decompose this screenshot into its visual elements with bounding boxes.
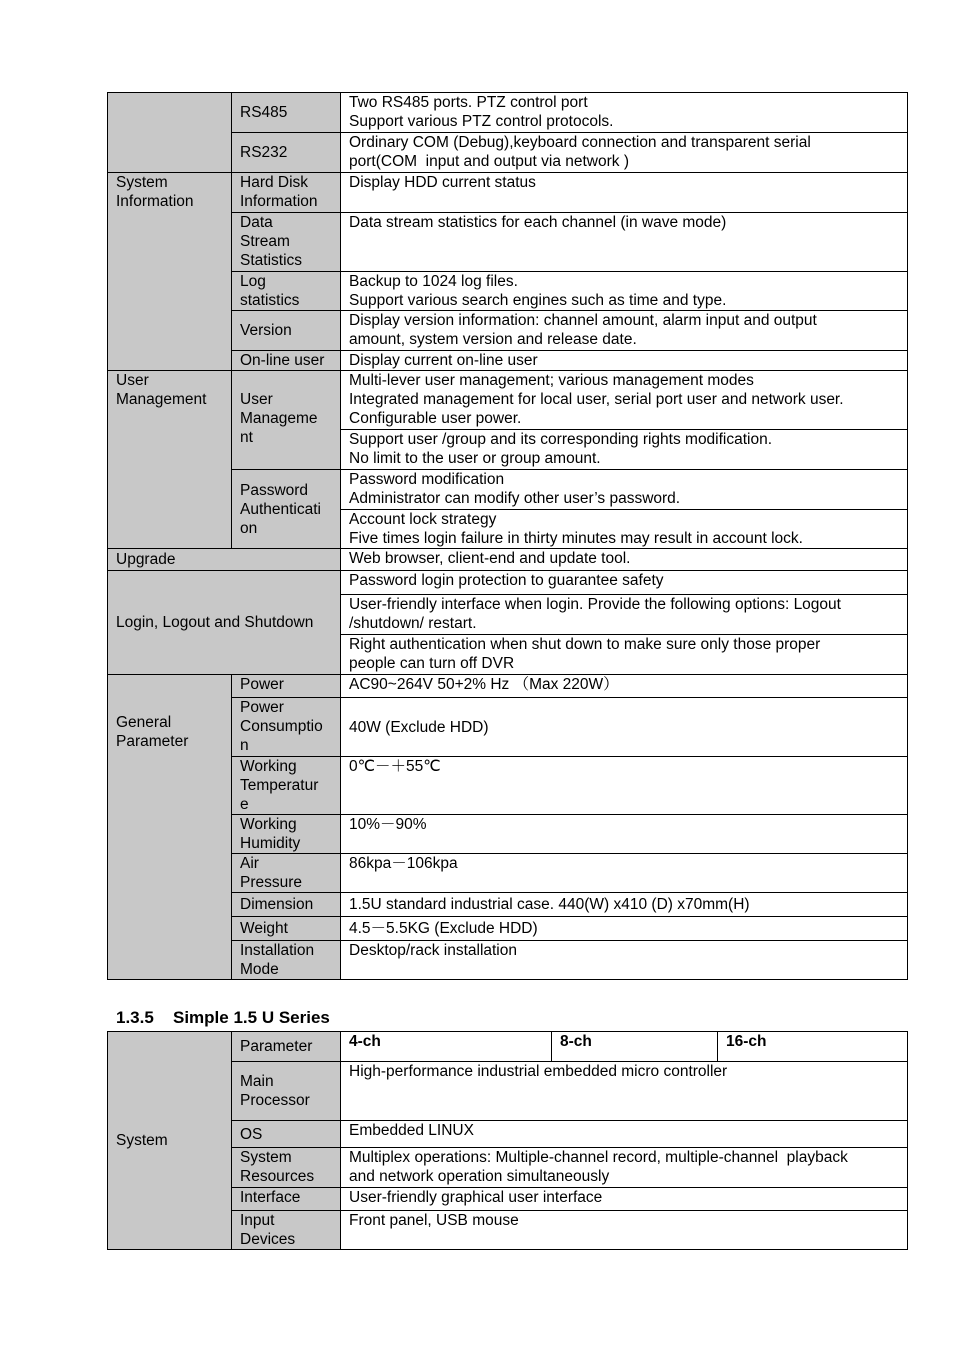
row-desc-system-resources: Multiplex operations: Multiple-channel record, multiple-channel playback and network operation simultaneously [341, 1148, 908, 1188]
row-desc-working-temperature: 0℃－＋55℃ [341, 757, 908, 815]
row-desc-password-2: Account lock strategy Five times login failure in thirty minutes may result in account lock. [341, 510, 908, 549]
row-desc-weight: 4.5－5.5KG (Exclude HDD) [341, 917, 908, 941]
row-label-main-processor: Main Processor [232, 1062, 341, 1121]
row-desc-password-1: Password modification Administrator can modify other user’s password. [341, 470, 908, 510]
row-desc-user-management-1: Multi-lever user management; various management modes Integrated management for local user, serial port user and network user. Configurable user power. [341, 371, 908, 430]
row-label-data-stream: Data Stream Statistics [232, 213, 341, 272]
row-label-power-consumption: Power Consumptio n [232, 698, 341, 757]
category-login-logout-shutdown: Login, Logout and Shutdown [108, 571, 341, 675]
row-label-system-resources: System Resources [232, 1148, 341, 1188]
row-desc-data-stream: Data stream statistics for each channel (in wave mode) [341, 213, 908, 272]
row-desc-version: Display version information: channel amount, alarm input and output amount, system version and release date. [341, 311, 908, 351]
column-header-16ch: 16-ch [718, 1032, 908, 1062]
row-label-version: Version [232, 311, 341, 351]
row-label-installation-mode: Installation Mode [232, 941, 341, 980]
row-desc-login-2: User-friendly interface when login. Provide the following options: Logout /shutdown/ restart. [341, 595, 908, 635]
row-desc-os: Embedded LINUX [341, 1121, 908, 1148]
row-label-input-devices: Input Devices [232, 1211, 341, 1250]
row-label-working-temperature: Working Temperatur e [232, 757, 341, 815]
spec-table [107, 92, 908, 980]
row-desc-upgrade: Web browser, client-end and update tool. [341, 549, 908, 571]
row-label-power: Power [232, 675, 341, 698]
row-label-interface: Interface [232, 1188, 341, 1211]
row-label-online-user: On-line user [232, 351, 341, 371]
row-label-dimension: Dimension [232, 893, 341, 917]
row-desc-hard-disk: Display HDD current status [341, 173, 908, 213]
row-desc-input-devices: Front panel, USB mouse [341, 1211, 908, 1250]
row-label-rs485: RS485 [232, 93, 341, 133]
row-desc-installation-mode: Desktop/rack installation [341, 941, 908, 980]
row-desc-power-consumption: 40W (Exclude HDD) [341, 698, 908, 757]
row-label-user-management: User Manageme nt [232, 371, 341, 470]
row-desc-user-management-2: Support user /group and its corresponding rights modification. No limit to the user or group amount. [341, 430, 908, 470]
row-desc-air-pressure: 86kpa－106kpa [341, 854, 908, 893]
spec-table-2 [107, 1031, 908, 1250]
row-label-log-statistics: Log statistics [232, 272, 341, 311]
row-desc-interface: User-friendly graphical user interface [341, 1188, 908, 1211]
column-header-4ch: 4-ch [341, 1032, 552, 1062]
row-label-rs232: RS232 [232, 133, 341, 173]
category-upgrade: Upgrade [108, 549, 341, 571]
section-number: 1.3.5 [116, 1008, 154, 1027]
row-label-working-humidity: Working Humidity [232, 815, 341, 854]
category-system-information: System Information [108, 173, 232, 371]
row-label-os: OS [232, 1121, 341, 1148]
row-desc-dimension: 1.5U standard industrial case. 440(W) x410 (D) x70mm(H) [341, 893, 908, 917]
row-desc-main-processor: High-performance industrial embedded micro controller [341, 1062, 908, 1121]
category-cell-blank [108, 93, 232, 173]
row-label-password-authentication: Password Authenticati on [232, 470, 341, 549]
row-label-parameter: Parameter [232, 1032, 341, 1062]
row-desc-login-3: Right authentication when shut down to make sure only those proper people can turn off DVR [341, 635, 908, 675]
row-desc-working-humidity: 10%－90% [341, 815, 908, 854]
row-desc-online-user: Display current on-line user [341, 351, 908, 371]
column-header-8ch: 8-ch [552, 1032, 718, 1062]
row-desc-power: AC90~264V 50+2% Hz （Max 220W） [341, 675, 908, 698]
row-desc-log-statistics: Backup to 1024 log files. Support various search engines such as time and type. [341, 272, 908, 311]
row-label-hard-disk: Hard Disk Information [232, 173, 341, 213]
category-user-management: User Management [108, 371, 232, 549]
section-heading [116, 1008, 330, 1028]
row-desc-rs485: Two RS485 ports. PTZ control port Support various PTZ control protocols. [341, 93, 908, 133]
row-desc-rs232: Ordinary COM (Debug),keyboard connection and transparent serial port(COM input and output via network ) [341, 133, 908, 173]
section-title: Simple 1.5 U Series [173, 1008, 330, 1027]
row-desc-login-1: Password login protection to guarantee safety [341, 571, 908, 595]
category-general-parameter: General Parameter [108, 675, 232, 980]
row-label-air-pressure: Air Pressure [232, 854, 341, 893]
category-system: System [108, 1032, 232, 1250]
row-label-weight: Weight [232, 917, 341, 941]
